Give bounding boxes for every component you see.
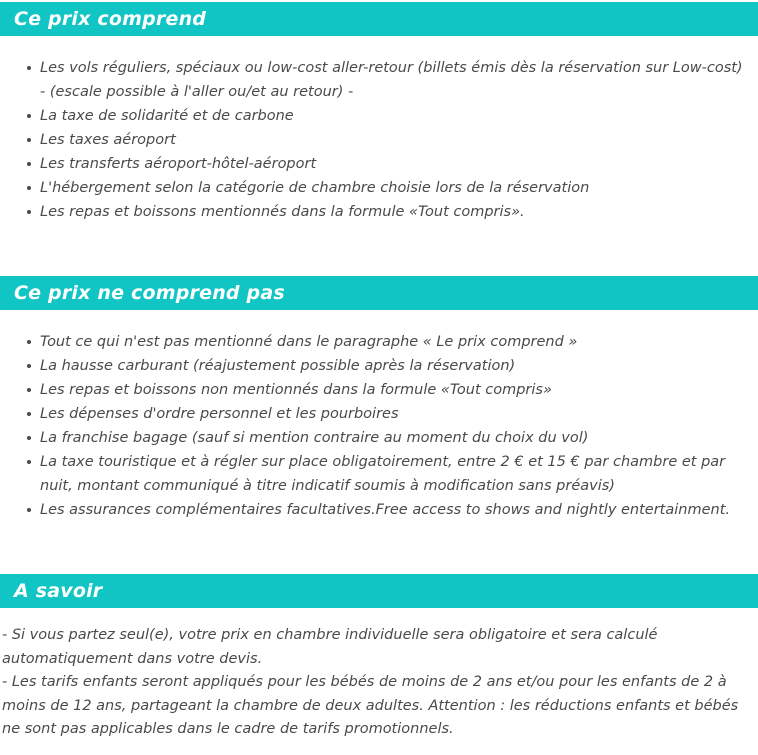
section-title-notes: A savoir: [14, 580, 103, 602]
list-item: Les transferts aéroport-hôtel-aéroport: [40, 152, 752, 176]
section-header-notes: [0, 574, 758, 608]
section-header-price-not-included: [0, 276, 758, 310]
price-included-list: [0, 56, 758, 224]
list-item: Les taxes aéroport: [40, 128, 752, 152]
section-spacer: [0, 522, 758, 574]
list-item: Les repas et boissons mentionnés dans la formule «Tout compris».: [40, 200, 752, 224]
note-paragraph: - Les tarifs enfants seront appliqués pour les bébés de moins de 2 ans et/ou pour les enfants de 2 à moins de 12 ans, partageant la chambre de deux adultes. Attention : les réductions enfants et bébés ne sont pas applicables dans le cadre de tarifs promotionnels.: [2, 674, 739, 737]
list-item: Les repas et boissons non mentionnés dans la formule «Tout compris»: [40, 378, 752, 402]
notes-paragraphs: [0, 608, 758, 742]
list-item: La taxe de solidarité et de carbone: [40, 104, 752, 128]
section-header-price-included: [0, 2, 758, 36]
section-title-price-included: Ce prix comprend: [14, 8, 207, 30]
section-title-price-not-included: Ce prix ne comprend pas: [14, 282, 285, 304]
list-item: L'hébergement selon la catégorie de chambre choisie lors de la réservation: [40, 176, 752, 200]
list-item: Les dépenses d'ordre personnel et les pourboires: [40, 402, 752, 426]
list-item: La franchise bagage (sauf si mention contraire au moment du choix du vol): [40, 426, 752, 450]
list-item: La taxe touristique et à régler sur place obligatoirement, entre 2 € et 15 € par chambre et par nuit, montant communiqué à titre indicatif soumis à modification sans préavis): [40, 450, 752, 498]
list-item: La hausse carburant (réajustement possible après la réservation): [40, 354, 752, 378]
note-paragraph: - Si vous partez seul(e), votre prix en chambre individuelle sera obligatoire et sera calculé automatiquement dans votre devis.: [2, 627, 658, 667]
list-item: Tout ce qui n'est pas mentionné dans le paragraphe « Le prix comprend »: [40, 330, 752, 354]
list-item: Les assurances complémentaires facultatives.Free access to shows and nightly entertainment.: [40, 498, 752, 522]
price-not-included-list: [0, 330, 758, 522]
list-item: Les vols réguliers, spéciaux ou low-cost aller-retour (billets émis dès la réservation sur Low-cost) - (escale possible à l'aller ou/et au retour) -: [40, 56, 752, 104]
section-spacer: [0, 224, 758, 276]
